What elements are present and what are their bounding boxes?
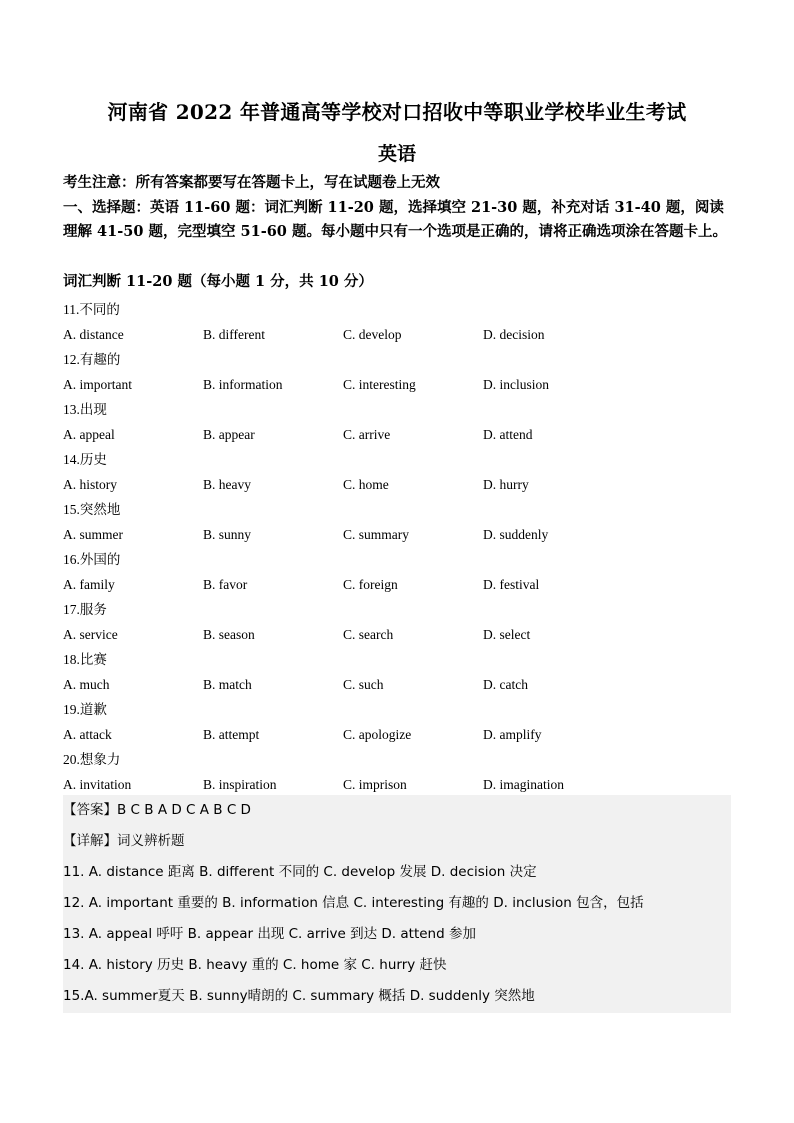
option-b: B. inspiration	[203, 777, 277, 792]
option-b: B. appear	[203, 427, 255, 442]
subject-title: 英语	[377, 143, 416, 165]
question-options	[63, 772, 735, 797]
option-d: D. festival	[483, 577, 540, 592]
option-c: C. develop	[343, 327, 402, 342]
option-b: B. information	[203, 377, 283, 392]
option-d: D. suddenly	[483, 527, 549, 542]
option-d: D. catch	[483, 677, 528, 692]
question-stem: 18.比赛	[63, 652, 107, 667]
question-stem: 12.有趣的	[63, 352, 121, 367]
option-a: A. invitation	[63, 777, 132, 792]
question-options	[63, 422, 735, 447]
detail-heading: 【详解】词义辨析题	[63, 833, 185, 849]
explanation-line: 12. A. important 重要的 B. information 信息 C. interesting 有趣的 D. inclusion 包含，包括	[63, 895, 644, 911]
question-options	[63, 372, 735, 397]
candidate-notice: 考生注意：所有答案都要写在答题卡上，写在试题卷上无效	[63, 174, 440, 191]
option-c: C. such	[343, 677, 384, 692]
question-options	[63, 672, 735, 697]
question-stem: 14.历史	[63, 452, 107, 467]
question-stem: 15.突然地	[63, 502, 121, 517]
explanation-line: 14. A. history 历史 B. heavy 重的 C. home 家 C. hurry 赶快	[63, 957, 447, 973]
option-b: B. different	[203, 327, 265, 342]
option-c: C. interesting	[343, 377, 416, 392]
option-c: C. home	[343, 477, 389, 492]
option-c: C. foreign	[343, 577, 398, 592]
option-a: A. appeal	[63, 427, 115, 442]
option-a: A. summer	[63, 527, 123, 542]
question-options	[63, 622, 735, 647]
explanation-line: 13. A. appeal 呼吁 B. appear 出现 C. arrive 到达 D. attend 参加	[63, 926, 476, 942]
question-options	[63, 722, 735, 747]
exam-title: 河南省 2022 年普通高等学校对口招收中等职业学校毕业生考试	[107, 100, 687, 124]
option-b: B. match	[203, 677, 252, 692]
option-c: C. imprison	[343, 777, 407, 792]
option-d: D. hurry	[483, 477, 529, 492]
option-a: A. history	[63, 477, 117, 492]
question-options	[63, 472, 735, 497]
option-a: A. distance	[63, 327, 124, 342]
option-d: D. imagination	[483, 777, 564, 792]
option-a: A. attack	[63, 727, 112, 742]
option-b: B. attempt	[203, 727, 260, 742]
option-a: A. much	[63, 677, 110, 692]
option-d: D. amplify	[483, 727, 542, 742]
explanation-line: 15.A. summer夏天 B. sunny晴朗的 C. summary 概括 D. suddenly 突然地	[63, 988, 535, 1004]
option-a: A. family	[63, 577, 115, 592]
option-a: A. important	[63, 377, 132, 392]
answer-key: 【答案】B C B A D C A B C D	[63, 802, 251, 818]
question-list	[63, 297, 735, 797]
question-stem: 19.道歉	[63, 702, 107, 717]
option-b: B. season	[203, 627, 255, 642]
answer-explanation-box	[63, 795, 731, 1013]
question-stem: 20.想象力	[63, 752, 121, 767]
option-c: C. search	[343, 627, 394, 642]
option-d: D. decision	[483, 327, 545, 342]
question-options	[63, 572, 735, 597]
option-d: D. attend	[483, 427, 533, 442]
question-options	[63, 522, 735, 547]
option-d: D. inclusion	[483, 377, 549, 392]
question-stem: 13.出现	[63, 402, 107, 417]
vocab-section-heading: 词汇判断 11-20 题（每小题 1 分，共 10 分）	[63, 273, 373, 290]
question-stem: 16.外国的	[63, 552, 121, 567]
question-stem: 17.服务	[63, 602, 107, 617]
section-instructions: 一、选择题：英语 11-60 题：词汇判断 11-20 题，选择填空 21-30 题，补充对话 31-40 题，阅读理解 41-50 题，完型填空 51-60 题。每小题中只有一个选项是正确的，请将正确选项涂在答题卡上。	[63, 199, 727, 240]
question-stem: 11.不同的	[63, 302, 120, 317]
option-c: C. summary	[343, 527, 409, 542]
option-b: B. favor	[203, 577, 248, 592]
option-b: B. sunny	[203, 527, 252, 542]
option-c: C. arrive	[343, 427, 391, 442]
option-a: A. service	[63, 627, 118, 642]
explanation-line: 11. A. distance 距离 B. different 不同的 C. develop 发展 D. decision 决定	[63, 864, 537, 880]
option-d: D. select	[483, 627, 531, 642]
option-b: B. heavy	[203, 477, 251, 492]
question-options	[63, 322, 735, 347]
option-c: C. apologize	[343, 727, 412, 742]
